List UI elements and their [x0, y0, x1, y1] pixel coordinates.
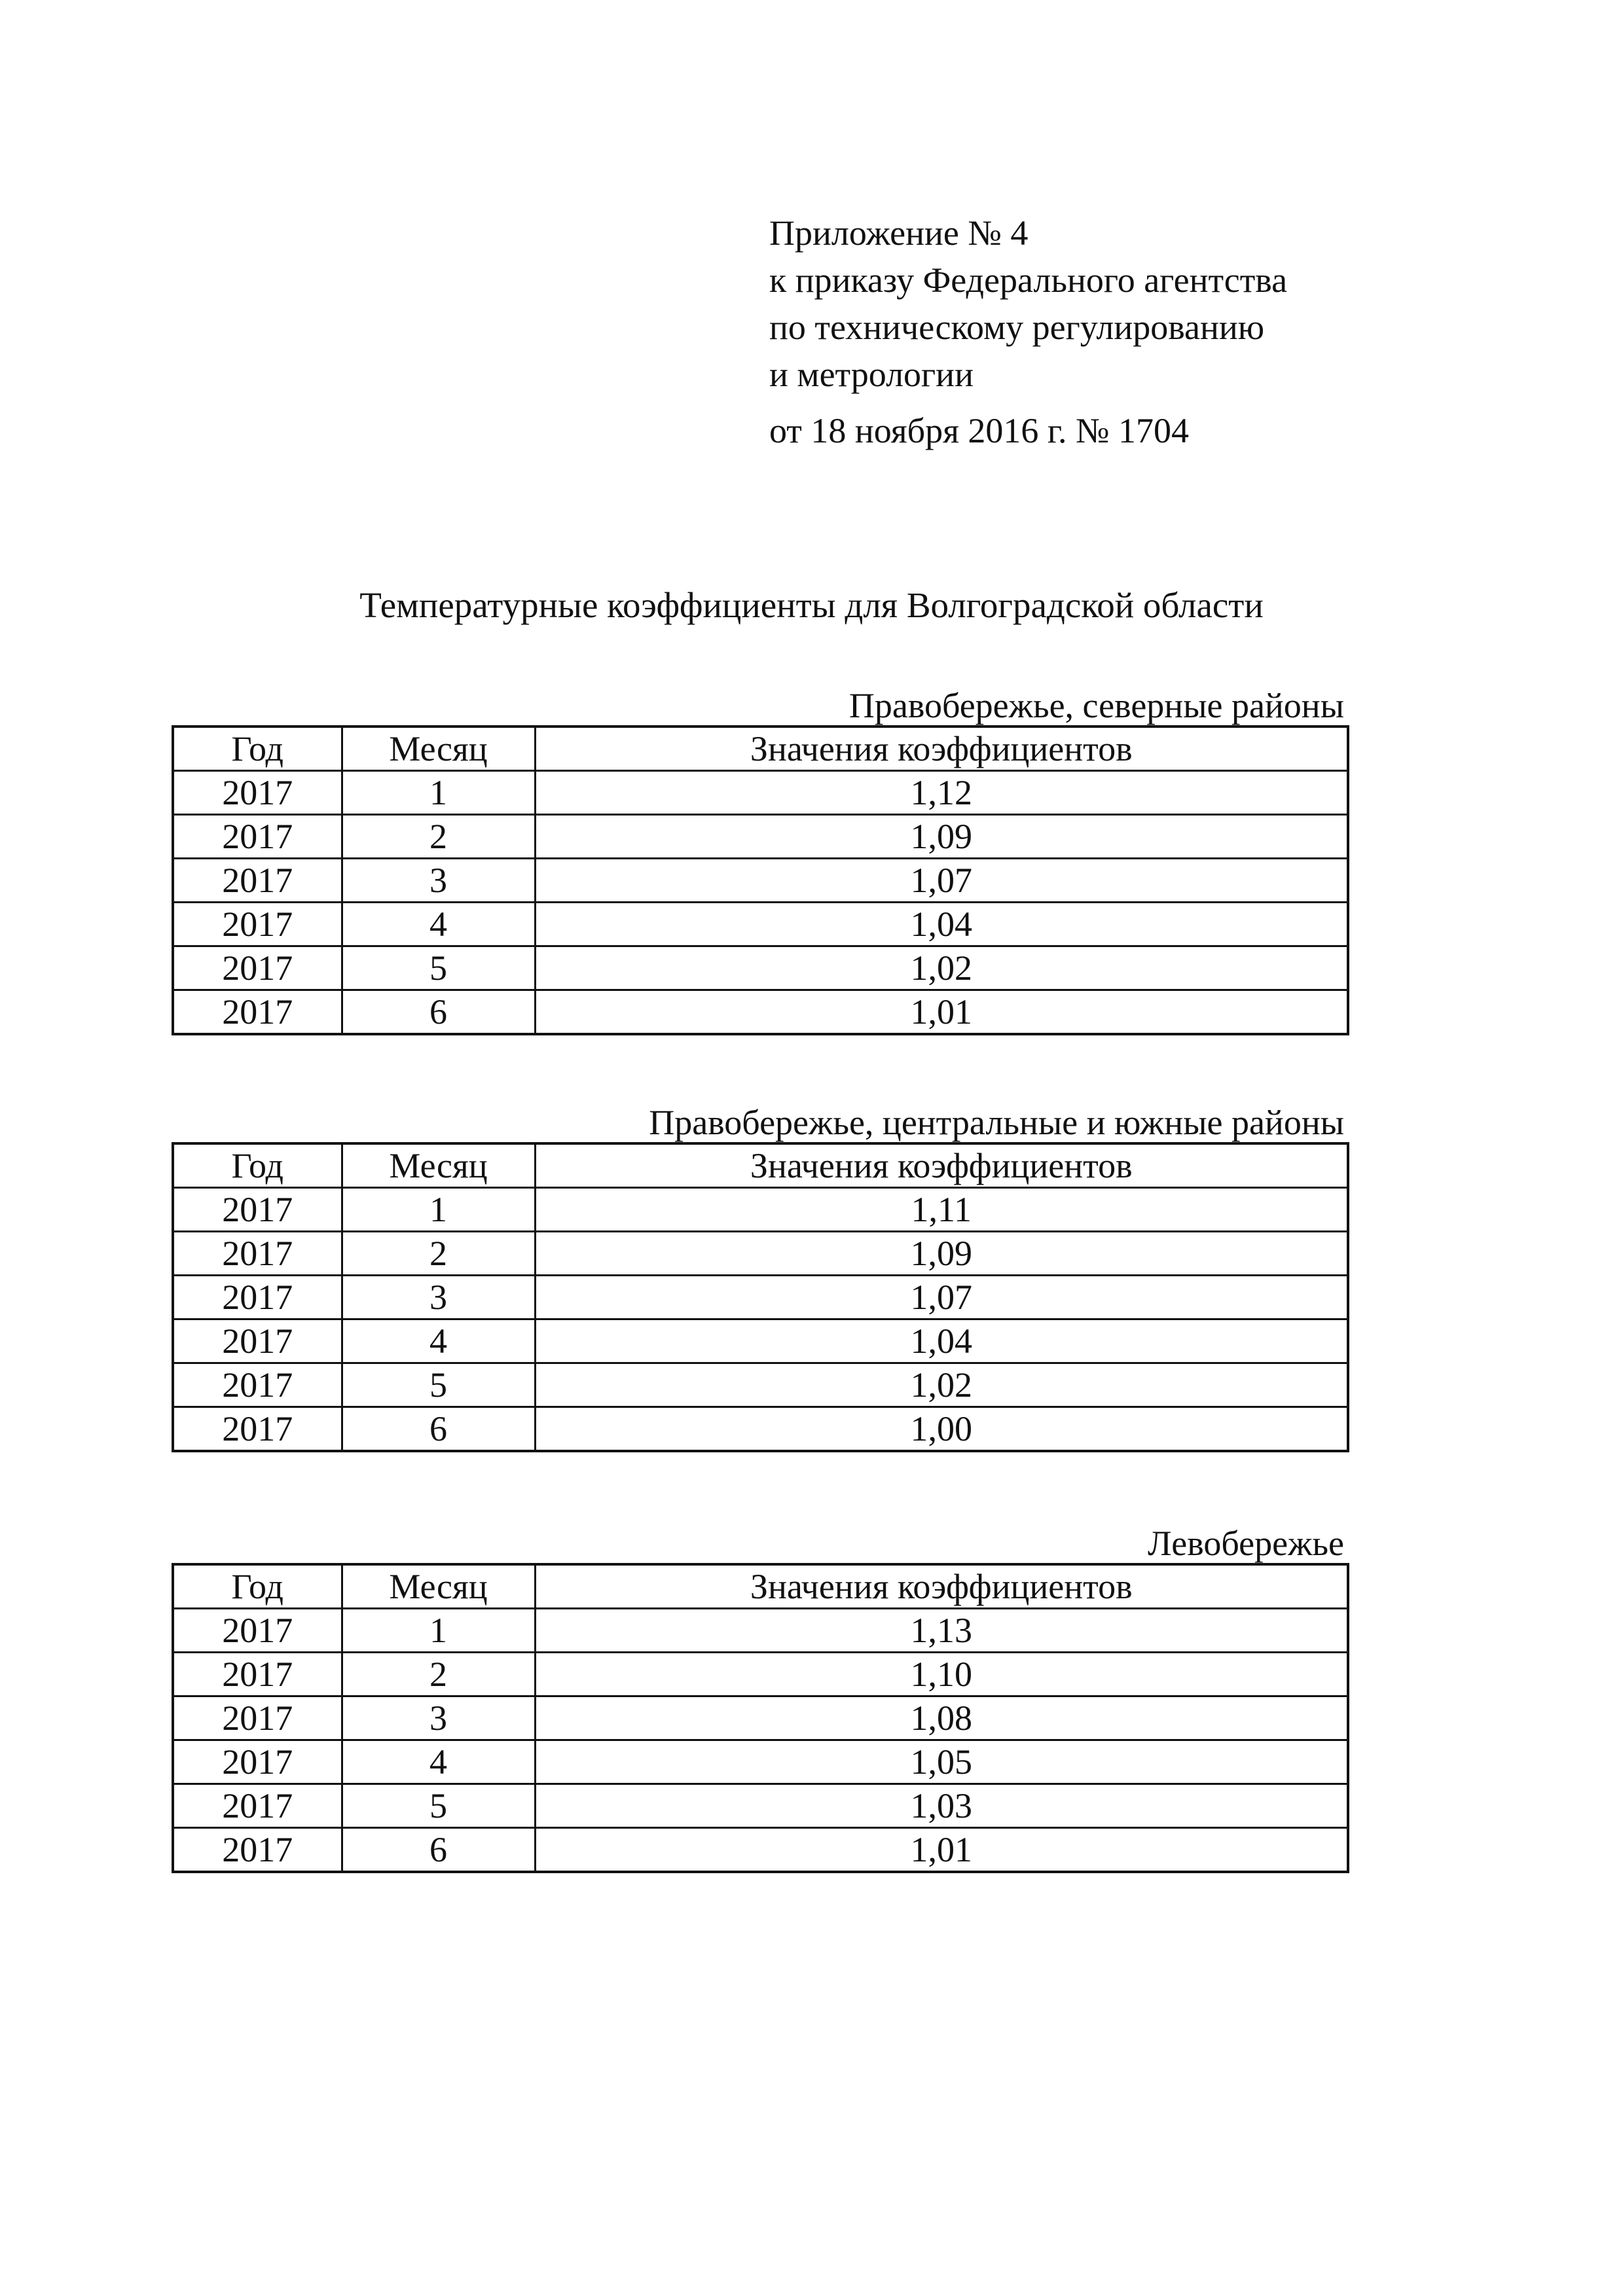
cell-year: 2017 — [173, 1407, 342, 1452]
cell-month: 1 — [342, 771, 535, 815]
table-row — [173, 1696, 1348, 1740]
cell-year: 2017 — [173, 815, 342, 859]
cell-value: 1,09 — [535, 1232, 1348, 1276]
cell-year: 2017 — [173, 1363, 342, 1407]
cell-month: 2 — [342, 1232, 535, 1276]
table-row — [173, 990, 1348, 1035]
coefficient-section — [172, 1524, 1347, 1873]
cell-month: 6 — [342, 1828, 535, 1873]
coefficient-table — [172, 1563, 1349, 1873]
cell-month: 5 — [342, 1784, 535, 1828]
appendix-date-line: от 18 ноября 2016 г. № 1704 — [769, 411, 1189, 450]
coefficient-section — [172, 686, 1347, 1035]
cell-month: 3 — [342, 1276, 535, 1319]
appendix-block — [769, 209, 1522, 454]
table-row — [173, 1784, 1348, 1828]
appendix-line: и метрологии — [769, 355, 974, 394]
table-header-row — [173, 726, 1348, 771]
cell-month: 2 — [342, 815, 535, 859]
cell-year: 2017 — [173, 946, 342, 990]
header-year: Год — [173, 726, 342, 771]
section-caption: Правобережье, центральные и южные районы — [649, 1103, 1344, 1142]
table-row — [173, 1276, 1348, 1319]
header-month: Месяц — [342, 1564, 535, 1609]
coefficient-section — [172, 1103, 1347, 1452]
cell-month: 4 — [342, 1740, 535, 1784]
table-row — [173, 771, 1348, 815]
cell-value: 1,08 — [535, 1696, 1348, 1740]
cell-year: 2017 — [173, 903, 342, 946]
appendix-line: по техническому регулированию — [769, 308, 1265, 347]
cell-year: 2017 — [173, 1609, 342, 1653]
cell-value: 1,11 — [535, 1188, 1348, 1232]
coefficient-table — [172, 725, 1349, 1035]
cell-year: 2017 — [173, 1740, 342, 1784]
cell-year: 2017 — [173, 1696, 342, 1740]
appendix-line: Приложение № 4 — [769, 213, 1029, 253]
table-row — [173, 1740, 1348, 1784]
cell-year: 2017 — [173, 1784, 342, 1828]
header-year: Год — [173, 1564, 342, 1609]
cell-month: 4 — [342, 903, 535, 946]
table-row — [173, 1609, 1348, 1653]
cell-month: 1 — [342, 1188, 535, 1232]
cell-month: 4 — [342, 1319, 535, 1363]
cell-month: 3 — [342, 859, 535, 903]
cell-year: 2017 — [173, 1188, 342, 1232]
table-row — [173, 1319, 1348, 1363]
header-values: Значения коэффициентов — [535, 726, 1348, 771]
cell-value: 1,05 — [535, 1740, 1348, 1784]
table-row — [173, 1232, 1348, 1276]
cell-value: 1,09 — [535, 815, 1348, 859]
cell-value: 1,12 — [535, 771, 1348, 815]
table-row — [173, 859, 1348, 903]
cell-month: 2 — [342, 1653, 535, 1696]
cell-month: 6 — [342, 990, 535, 1035]
cell-month: 6 — [342, 1407, 535, 1452]
table-row — [173, 815, 1348, 859]
document-title: Температурные коэффициенты для Волгоградской области — [359, 585, 1264, 625]
cell-value: 1,01 — [535, 1828, 1348, 1873]
cell-month: 1 — [342, 1609, 535, 1653]
cell-value: 1,02 — [535, 946, 1348, 990]
cell-month: 5 — [342, 1363, 535, 1407]
table-row — [173, 946, 1348, 990]
cell-year: 2017 — [173, 1276, 342, 1319]
table-header-row — [173, 1564, 1348, 1609]
section-caption: Правобережье, северные районы — [848, 686, 1344, 725]
table-row — [173, 1653, 1348, 1696]
cell-year: 2017 — [173, 1232, 342, 1276]
cell-month: 5 — [342, 946, 535, 990]
cell-value: 1,00 — [535, 1407, 1348, 1452]
cell-year: 2017 — [173, 1319, 342, 1363]
appendix-line: к приказу Федерального агентства — [769, 260, 1288, 300]
cell-year: 2017 — [173, 1828, 342, 1873]
cell-year: 2017 — [173, 859, 342, 903]
header-values: Значения коэффициентов — [535, 1143, 1348, 1188]
header-year: Год — [173, 1143, 342, 1188]
cell-value: 1,04 — [535, 1319, 1348, 1363]
cell-value: 1,10 — [535, 1653, 1348, 1696]
table-row — [173, 1363, 1348, 1407]
cell-value: 1,03 — [535, 1784, 1348, 1828]
header-month: Месяц — [342, 1143, 535, 1188]
header-month: Месяц — [342, 726, 535, 771]
cell-value: 1,04 — [535, 903, 1348, 946]
cell-year: 2017 — [173, 1653, 342, 1696]
section-caption: Левобережье — [1148, 1524, 1344, 1563]
cell-value: 1,13 — [535, 1609, 1348, 1653]
cell-value: 1,02 — [535, 1363, 1348, 1407]
table-row — [173, 1188, 1348, 1232]
table-row — [173, 1828, 1348, 1873]
table-row — [173, 903, 1348, 946]
header-values: Значения коэффициентов — [535, 1564, 1348, 1609]
cell-year: 2017 — [173, 771, 342, 815]
table-header-row — [173, 1143, 1348, 1188]
coefficient-table — [172, 1142, 1349, 1452]
cell-value: 1,01 — [535, 990, 1348, 1035]
cell-month: 3 — [342, 1696, 535, 1740]
cell-value: 1,07 — [535, 1276, 1348, 1319]
cell-year: 2017 — [173, 990, 342, 1035]
table-row — [173, 1407, 1348, 1452]
cell-value: 1,07 — [535, 859, 1348, 903]
